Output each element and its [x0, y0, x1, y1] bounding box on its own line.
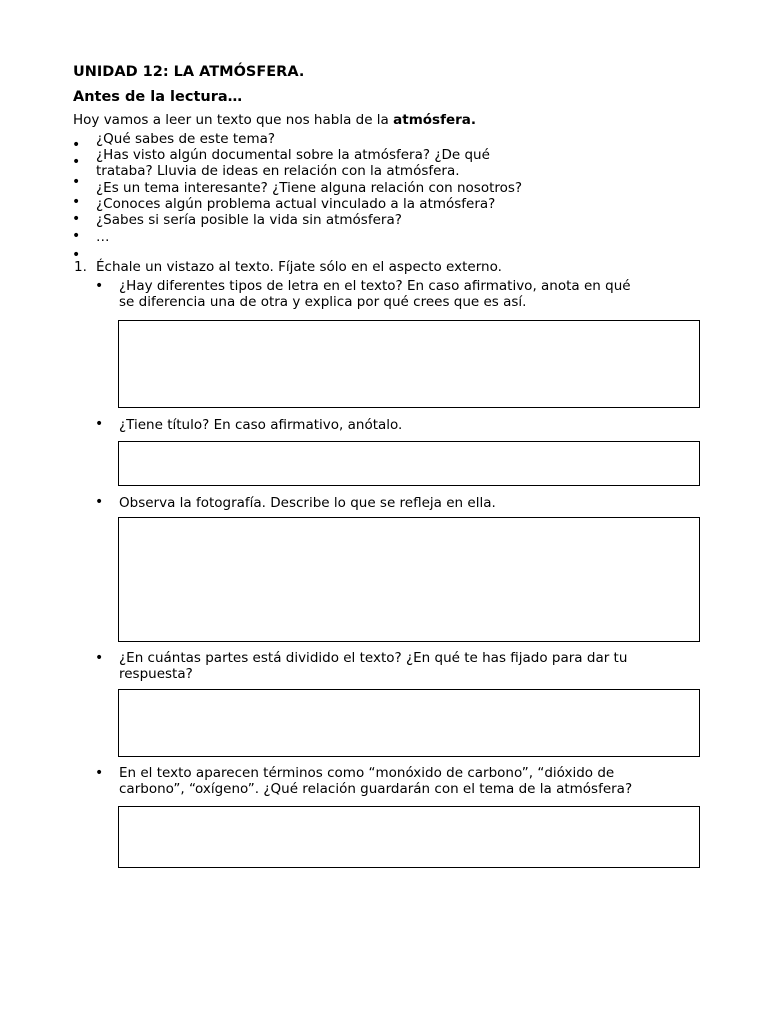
sub-question-line: ¿Hay diferentes tipos de letra en el texto? En caso afirmativo, anota en qué: [119, 278, 631, 294]
question-number: 1.: [74, 259, 87, 275]
sub-question-line: ¿En cuántas partes está dividido el texto? ¿En qué te has fijado para dar tu: [119, 650, 628, 666]
bullet-icon: •: [72, 174, 81, 190]
sub-question-line: En el texto aparecen términos como “monóxido de carbono”, “dióxido de: [119, 765, 615, 781]
sub-question-line: ¿Tiene título? En caso afirmativo, anótalo.: [119, 417, 403, 433]
question-text: Échale un vistazo al texto. Fíjate sólo en el aspecto externo.: [96, 259, 502, 275]
bullet-icon: •: [72, 137, 81, 153]
list-item: ¿Conoces algún problema actual vinculado a la atmósfera?: [96, 196, 496, 212]
answer-box-photo[interactable]: [118, 517, 700, 642]
bullet-icon: •: [72, 194, 81, 210]
answer-box-terms[interactable]: [118, 806, 700, 868]
sub-question-line: carbono”, “oxígeno”. ¿Qué relación guardarán con el tema de la atmósfera?: [119, 781, 633, 797]
intro-text: Hoy vamos a leer un texto que nos habla de la: [73, 112, 394, 128]
list-item: ¿Has visto algún documental sobre la atmósfera? ¿De qué: [96, 147, 490, 163]
sub-question-line: respuesta?: [119, 666, 193, 682]
sub-question-line: se diferencia una de otra y explica por qué crees que es así.: [119, 294, 527, 310]
list-item: ¿Sabes si sería posible la vida sin atmósfera?: [96, 212, 402, 228]
answer-box-title[interactable]: [118, 441, 700, 486]
bullet-icon: •: [95, 416, 104, 432]
bullet-icon: •: [72, 228, 81, 244]
section-subtitle: Antes de la lectura…: [73, 89, 243, 105]
intro-bold-word: atmósfera.: [393, 112, 476, 128]
sub-question-line: Observa la fotografía. Describe lo que se refleja en ella.: [119, 495, 496, 511]
list-item: …: [96, 229, 110, 245]
page-title: UNIDAD 12: LA ATMÓSFERA.: [73, 64, 305, 80]
bullet-icon: •: [95, 278, 104, 294]
bullet-icon: •: [95, 765, 104, 781]
answer-box-font-types[interactable]: [118, 320, 700, 408]
list-item: ¿Qué sabes de este tema?: [96, 131, 276, 147]
bullet-icon: •: [72, 247, 81, 263]
list-item: trataba? Lluvia de ideas en relación con la atmósfera.: [96, 163, 460, 179]
answer-box-parts[interactable]: [118, 689, 700, 757]
bullet-icon: •: [95, 494, 104, 510]
list-item: ¿Es un tema interesante? ¿Tiene alguna relación con nosotros?: [96, 180, 523, 196]
bullet-icon: •: [72, 154, 81, 170]
bullet-icon: •: [95, 650, 104, 666]
intro-paragraph: [73, 112, 476, 128]
bullet-icon: •: [72, 211, 81, 227]
